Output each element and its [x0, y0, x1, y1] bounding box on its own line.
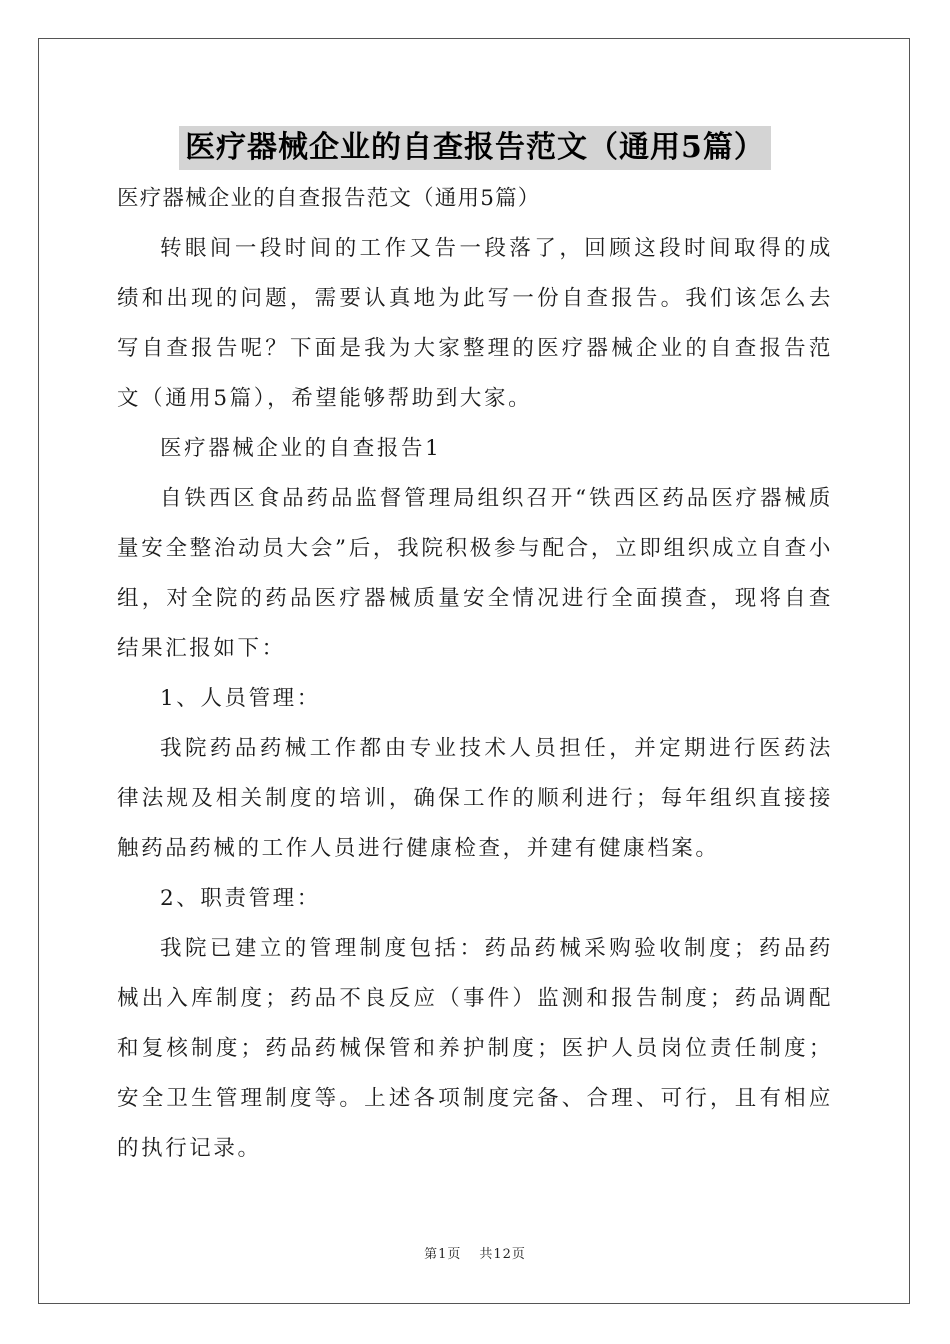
section-heading-report-1: 医疗器械企业的自查报告1 [160, 436, 442, 461]
section-heading-personnel: 1、人员管理： [160, 686, 321, 711]
paragraph-background: 自铁西区食品药品监督管理局组织召开“铁西区药品医疗器械质量安全整治动员大会”后，我院积极参与配合，立即组织成立自查小组，对全院的药品医疗器械质量安全情况进行全面摸查，现将自查结果汇报如下： [117, 486, 833, 661]
title-container [0, 126, 950, 170]
document-subtitle: 医疗器械企业的自查报告范文（通用5篇） [117, 186, 541, 211]
page-total: 共12页 [479, 1247, 526, 1262]
document-title: 医疗器械企业的自查报告范文（通用5篇） [179, 126, 771, 170]
section-heading-duties: 2、职责管理： [160, 886, 321, 911]
page-number: 第1页 [424, 1247, 462, 1262]
page-footer [0, 1243, 950, 1262]
paragraph-intro: 转眼间一段时间的工作又告一段落了，回顾这段时间取得的成绩和出现的问题，需要认真地为此写一份自查报告。我们该怎么去写自查报告呢？下面是我为大家整理的医疗器械企业的自查报告范文（通用5篇），希望能够帮助到大家。 [117, 236, 833, 411]
paragraph-duties: 我院已建立的管理制度包括：药品药械采购验收制度；药品药械出入库制度；药品不良反应（事件）监测和报告制度；药品调配和复核制度；药品药械保管和养护制度；医护人员岗位责任制度；安全卫生管理制度等。上述各项制度完备、合理、可行，且有相应的执行记录。 [117, 936, 833, 1161]
paragraph-personnel: 我院药品药械工作都由专业技术人员担任，并定期进行医药法律法规及相关制度的培训，确保工作的顺利进行；每年组织直接接触药品药械的工作人员进行健康检查，并建有健康档案。 [117, 736, 833, 861]
document-body [117, 176, 833, 1174]
